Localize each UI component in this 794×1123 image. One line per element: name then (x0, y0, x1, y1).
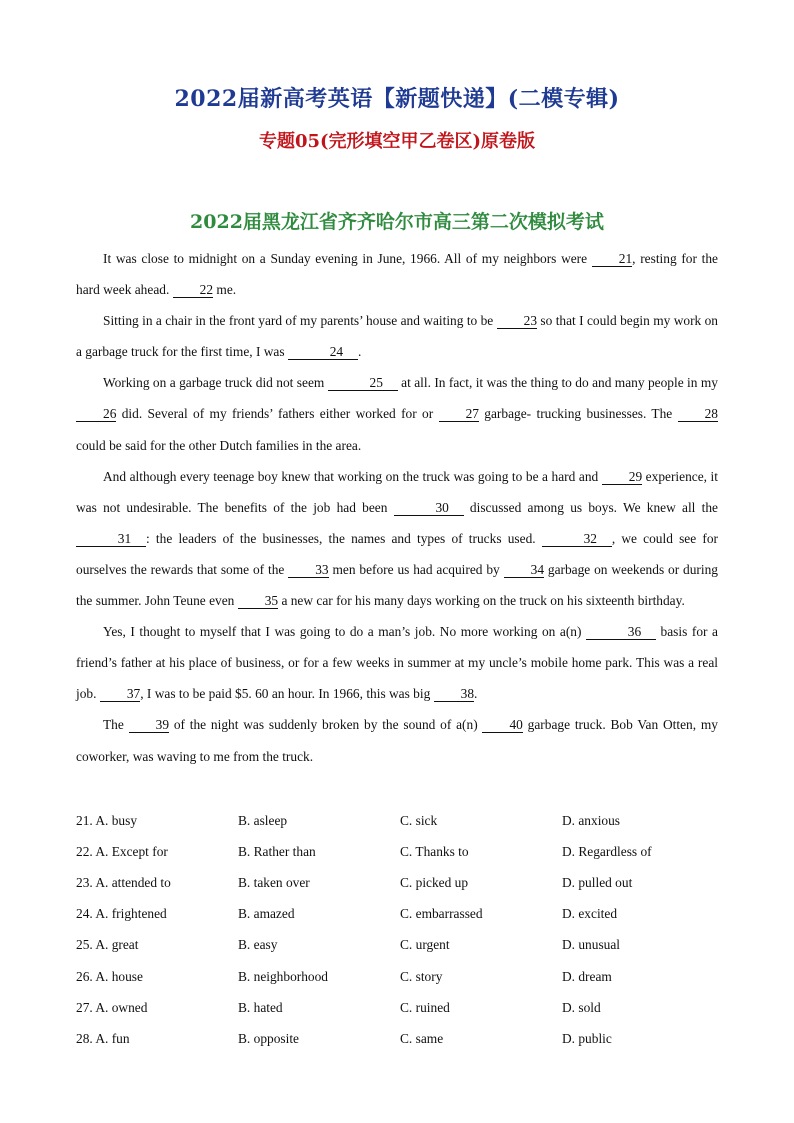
passage-text: , I was to be paid $5. 60 an hour. In 1966, this was big (140, 686, 434, 702)
passage-text: of the night was suddenly broken by the sound of a(n) (169, 717, 483, 733)
passage-text: garbage on weekends or during the summer. John Teune even (76, 561, 719, 609)
option-a: 23. A. attended to (76, 874, 171, 890)
blank-39: 39 (129, 717, 169, 733)
option-d: D. public (562, 1030, 612, 1046)
passage-text: Working on a garbage truck did not seem (103, 375, 328, 391)
option-b: B. Rather than (238, 843, 316, 859)
blank-35: 35 (238, 593, 278, 609)
page-subtitle: 专题05(完形填空甲乙卷区)原卷版 (258, 131, 536, 152)
blank-27: 27 (439, 406, 479, 422)
option-d: D. sold (562, 999, 601, 1015)
option-d: D. anxious (562, 812, 621, 828)
blank-21: 21 (592, 251, 632, 267)
passage-text: garbage- trucking businesses. The (478, 406, 678, 422)
option-c: C. sick (400, 812, 438, 828)
passage-text: The (103, 717, 129, 733)
cloze-passage (76, 243, 718, 772)
paragraph-2 (76, 305, 718, 367)
passage-text: , resting for the hard week ahead. (76, 251, 718, 298)
option-b: B. easy (238, 937, 278, 953)
passage-text: did. Several of my friends’ fathers either worked for or (116, 406, 439, 422)
passage-text: at all. In fact, it was the thing to do and many people in my (397, 375, 718, 391)
blank-37: 37 (100, 686, 140, 702)
passage-text: Sitting in a chair in the front yard of my parents’ house and waiting to be (103, 313, 497, 329)
passage-text: me. (213, 282, 237, 298)
passage-text: . (357, 344, 362, 360)
blank-23: 23 (497, 313, 537, 329)
paragraph-1 (76, 243, 718, 305)
option-a: 25. A. great (76, 937, 139, 953)
option-a: 21. A. busy (76, 812, 138, 828)
passage-text: a new car for his many days working on the truck on his sixteenth birthday. (278, 593, 685, 609)
exam-title: 2022届黑龙江省齐齐哈尔市高三第二次模拟考试 (190, 211, 604, 233)
paragraph-4 (76, 461, 718, 616)
option-row-23 (76, 867, 736, 898)
option-a: 27. A. owned (76, 999, 148, 1015)
option-b: B. neighborhood (238, 968, 329, 984)
option-a: 26. A. house (76, 968, 143, 984)
option-row-21 (76, 805, 736, 836)
option-a: 22. A. Except for (76, 843, 168, 859)
option-b: B. taken over (238, 874, 310, 890)
passage-text: could be said for the other Dutch families in the area. (76, 437, 362, 453)
passage-text: discussed among us boys. We knew all the (463, 499, 719, 515)
blank-32: 32 (542, 531, 612, 547)
blank-22: 22 (173, 282, 213, 298)
option-b: B. asleep (238, 812, 288, 828)
option-d: D. Regardless of (562, 843, 652, 859)
blank-25: 25 (328, 375, 398, 391)
passage-text: basis for a friend’s father at his place of business, or for a few weeks in summer at my uncle’s mobile home park. This was a real job. (76, 624, 718, 702)
answer-options (76, 805, 736, 1055)
option-b: B. hated (238, 999, 283, 1015)
option-c: C. same (400, 1030, 444, 1046)
option-c: C. urgent (400, 937, 450, 953)
option-row-28 (76, 1023, 736, 1054)
option-b: B. opposite (238, 1030, 300, 1046)
option-row-27 (76, 992, 736, 1023)
passage-text: so that I could begin my work on a garbage truck for the first time, I was (76, 313, 718, 360)
passage-text: garbage truck. Bob Van Otten, my coworker, was waving to me from the truck. (76, 717, 719, 764)
blank-30: 30 (394, 500, 464, 516)
option-c: C. embarrassed (400, 906, 483, 922)
option-c: C. ruined (400, 999, 450, 1015)
blank-29: 29 (602, 469, 642, 485)
option-a: 28. A. fun (76, 1030, 130, 1046)
option-d: D. excited (562, 906, 618, 922)
option-row-26 (76, 961, 736, 992)
option-d: D. dream (562, 968, 612, 984)
option-b: B. amazed (238, 906, 295, 922)
blank-31: 31 (76, 531, 146, 547)
blank-33: 33 (288, 562, 328, 578)
passage-text: And although every teenage boy knew that working on the truck was going to be a hard and (103, 468, 602, 484)
paragraph-6 (76, 709, 718, 771)
blank-24: 24 (288, 344, 358, 360)
blank-28: 28 (678, 406, 718, 422)
page-title: 2022届新高考英语【新题快递】(二模专辑) (174, 86, 620, 112)
option-c: C. picked up (400, 874, 469, 890)
passage-text: Yes, I thought to myself that I was going to do a man’s job. No more working on a(n) (103, 624, 586, 640)
blank-36: 36 (586, 624, 656, 640)
passage-text: men before us had acquired by (328, 561, 504, 577)
passage-text: : the leaders of the businesses, the names and types of trucks used. (146, 530, 542, 546)
option-d: D. unusual (562, 937, 621, 953)
option-row-25 (76, 930, 736, 961)
passage-text: . (474, 686, 478, 702)
option-c: C. Thanks to (400, 843, 469, 859)
passage-text: experience, it was not undesirable. The benefits of the job had been (76, 468, 718, 515)
passage-text: It was close to midnight on a Sunday evening in June, 1966. All of my neighbors were (103, 251, 592, 266)
passage-text: , we could see for ourselves the rewards that some of the (76, 530, 718, 577)
blank-38: 38 (434, 686, 474, 702)
option-c: C. story (400, 968, 443, 984)
blank-26: 26 (76, 406, 116, 422)
blank-34: 34 (504, 562, 544, 578)
option-d: D. pulled out (562, 874, 633, 890)
paragraph-3 (76, 367, 718, 460)
option-a: 24. A. frightened (76, 906, 167, 922)
paragraph-5 (76, 616, 718, 709)
option-row-24 (76, 899, 736, 930)
blank-40: 40 (482, 717, 522, 733)
option-row-22 (76, 836, 736, 867)
